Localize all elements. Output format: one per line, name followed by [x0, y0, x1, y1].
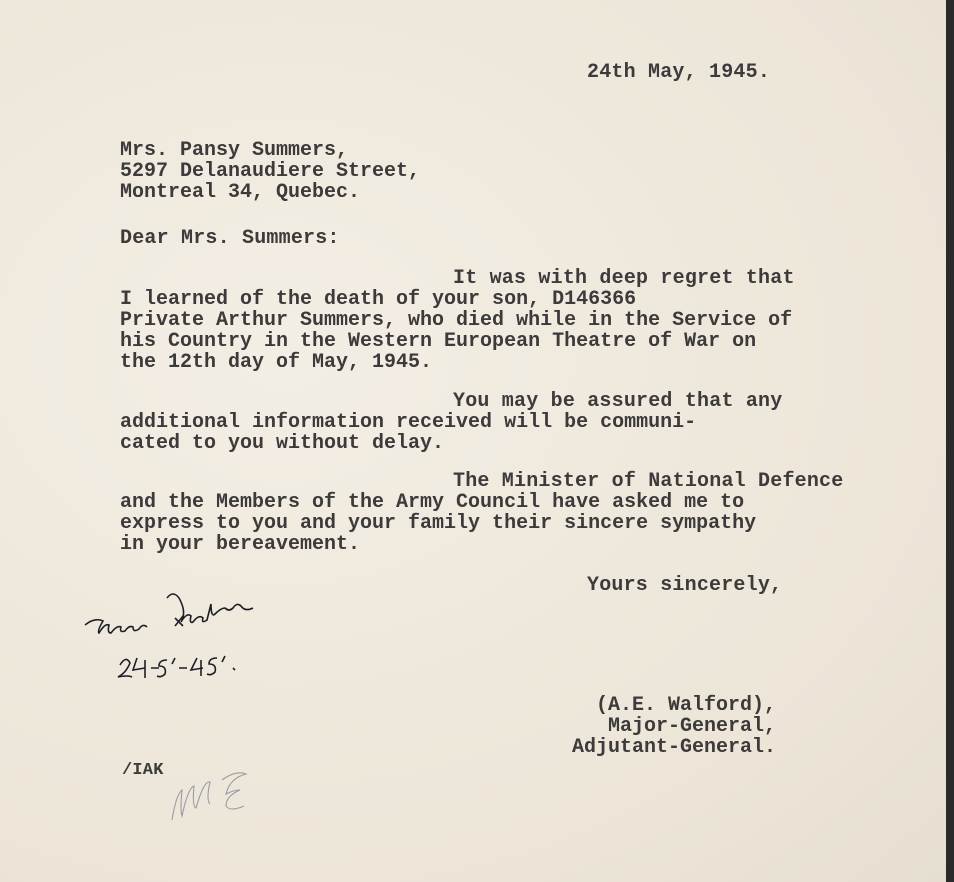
- signatory-name: (A.E. Walford),: [595, 694, 776, 717]
- paragraph-line: Private Arthur Summers, who died while in the Service of: [120, 309, 793, 332]
- paragraph-1: [120, 289, 792, 373]
- signatory-title: Adjutant-General.: [571, 736, 776, 759]
- address-line: Mrs. Pansy Summers,: [120, 139, 349, 162]
- handwritten-initials: [160, 760, 270, 830]
- paragraph-2: [120, 412, 696, 454]
- paragraph-line: his Country in the Western European Theatre of War on: [120, 330, 757, 353]
- address-line: 5297 Delanaudiere Street,: [120, 160, 421, 183]
- paragraph-line: and the Members of the Army Council have asked me to: [120, 491, 745, 514]
- signature-block: [572, 695, 776, 758]
- paragraph-3-first-line: The Minister of National Defence: [453, 470, 844, 493]
- handwritten-note: [75, 580, 295, 690]
- paragraph-line: express to you and your family their sincere sympathy: [120, 512, 757, 535]
- address-line: Montreal 34, Quebec.: [120, 181, 361, 204]
- closing: Yours sincerely,: [587, 574, 783, 597]
- paragraph-1-first-line: It was with deep regret that: [453, 267, 795, 290]
- recipient-address: [120, 140, 420, 203]
- letter-date: 24th May, 1945.: [587, 61, 771, 84]
- paragraph-line: I learned of the death of your son, D146366: [120, 288, 637, 311]
- salutation: Dear Mrs. Summers:: [120, 227, 340, 250]
- paragraph-line: in your bereavement.: [120, 533, 361, 556]
- paragraph-2-first-line: You may be assured that any: [453, 390, 783, 413]
- paragraph-3: [120, 492, 756, 555]
- reference-initials: /IAK: [122, 761, 164, 780]
- signatory-rank: Major-General,: [607, 715, 776, 738]
- paragraph-line: cated to you without delay.: [120, 432, 445, 455]
- paragraph-line: additional information received will be communi-: [120, 411, 697, 434]
- paragraph-line: the 12th day of May, 1945.: [120, 351, 433, 374]
